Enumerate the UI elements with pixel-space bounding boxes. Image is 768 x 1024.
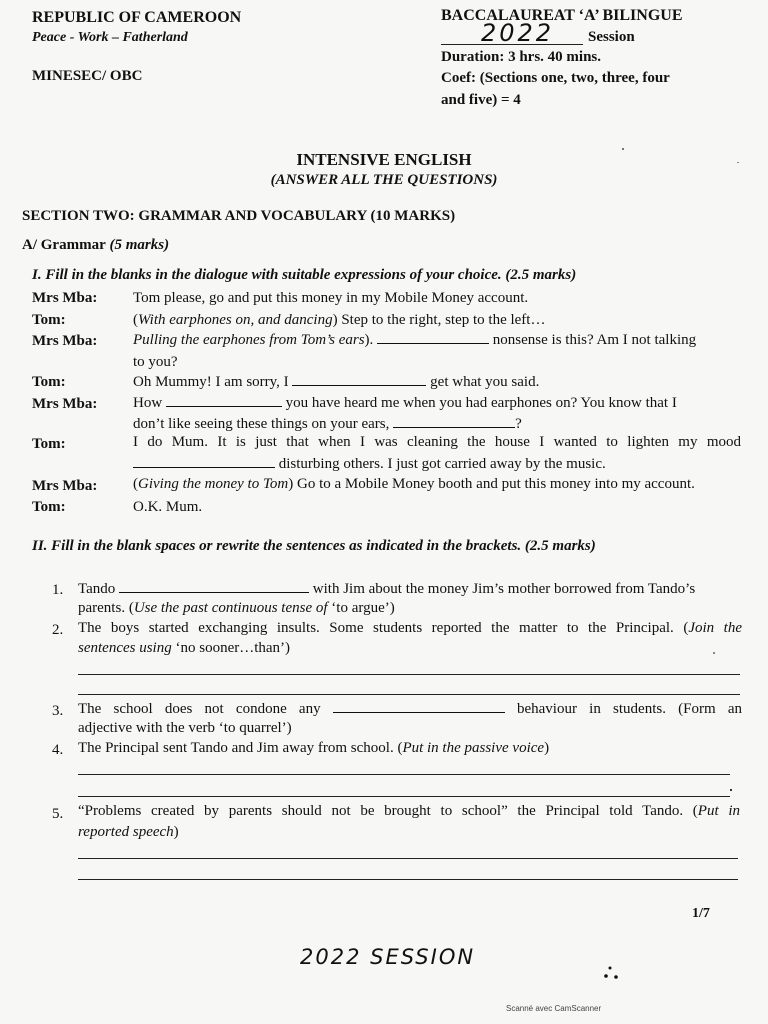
stage-direction: Giving the money to Tom [138,476,289,492]
dialogue-speaker: Tom: [32,499,66,515]
item-instruction: Put in the passive voice [402,740,545,756]
dialogue-text: Go to a Mobile Money booth and put this money into my account. [293,476,695,492]
dialogue-speaker: Mrs Mba: [32,396,98,412]
item-text-part: with Jim about the money Jim’s mother borrowed from Tando’s [309,581,696,597]
fill-blank[interactable] [166,394,282,407]
item-text-part: behaviour in students. (Form an [504,701,742,717]
item-text-part: “Problems created by parents should not be brought to school” the Principal told Tando. ( [78,803,698,819]
item-number: 2. [52,622,64,638]
scan-speck [730,789,732,791]
session-line [441,19,581,47]
item-text-cont [78,824,179,841]
item-text-part: Tando [78,581,120,597]
dialogue-text: I do Mum. It is just that when I was cleaning the house I wanted to lighten my mood [133,434,741,450]
item-number: 5. [52,806,64,822]
item-text [78,620,742,637]
dialogue-text: nonsense is this? Am I not talking [489,332,697,348]
item-text-part: ‘no sooner…than’) [171,640,291,656]
answer-line[interactable] [78,774,730,775]
coefficient-line2: and five) = 4 [441,92,521,108]
handwritten-session: 2022 SESSION [300,945,476,969]
item-text-part: ) [544,740,550,756]
dialogue-speaker: Mrs Mba: [32,290,98,306]
dialogue-line: O.K. Mum. [133,499,203,515]
item-number: 1. [52,582,64,598]
dialogue-text: don’t like seeing these things on your ears, [133,416,394,432]
item-instruction: sentences using [78,640,172,656]
dialogue-text: ? [515,416,522,432]
dialogue-text: disturbing others. I just got carried away by the music. [275,456,606,472]
dialogue-line [133,331,696,349]
subsection-heading [22,237,169,254]
dialogue-line [133,434,741,451]
country-name: REPUBLIC OF CAMEROON [32,9,242,26]
item-text-part: The school does not condone any [78,701,333,717]
dialogue-line: (Giving the money to Tom) Go to a Mobile Money booth and put this money into my account. [133,476,695,492]
stage-direction: Pulling the earphones from Tom’s ears [133,332,365,348]
item-instruction: Put in [697,803,740,819]
item-text [78,803,740,820]
dialogue-speaker: Mrs Mba: [32,478,98,494]
dialogue-text: get what you said. [426,374,540,390]
fill-blank[interactable] [333,700,505,713]
item-text-part: The Principal sent Tando and Jim away from school. ( [78,740,403,756]
dialogue-line-cont [133,415,522,433]
scanner-watermark: Scanné avec CamScanner [506,1004,602,1013]
dialogue-speaker: Mrs Mba: [32,333,98,349]
fill-blank[interactable] [377,331,489,344]
fill-blank[interactable] [119,580,309,593]
item-text [78,740,549,757]
item-text-cont [78,600,395,617]
dialogue-text: Oh Mummy! I am sorry, I [133,374,293,390]
answer-instruction: (ANSWER ALL THE QUESTIONS) [270,172,498,188]
answer-line[interactable] [78,858,738,859]
item-number: 3. [52,703,64,719]
part1-heading: I. Fill in the blanks in the dialogue with suitable expressions of your choice. (2.5 marks) [32,267,577,283]
item-text-part: The boys started exchanging insults. Some students reported the matter to the Principal. ( [78,620,689,636]
stage-direction: With earphones on, and dancing [138,312,333,328]
dialogue-text: ). [364,332,378,348]
dialogue-line [133,373,539,391]
item-text-part: ) [173,824,179,840]
section-heading: SECTION TWO: GRAMMAR AND VOCABULARY (10 MARKS) [22,208,456,224]
national-motto: Peace - Work – Fatherland [32,30,188,45]
fill-blank[interactable] [292,373,426,386]
ink-dots [603,965,621,981]
item-text-cont [78,640,290,657]
item-text-cont: adjective with the verb ‘to quarrel’) [78,720,292,736]
scan-speck [622,148,624,150]
dialogue-line: Tom please, go and put this money in my Mobile Money account. [133,290,529,306]
dialogue-line-cont [133,455,606,473]
ministry-code: MINESEC/ OBC [32,68,143,84]
dialogue-line: (With earphones on, and dancing) Step to the right, step to the left… [133,312,546,328]
scan-speck [737,162,739,163]
part2-heading: II. Fill in the blank spaces or rewrite the sentences as indicated in the brackets. (2.5 marks) [32,538,596,554]
dialogue-speaker: Tom: [32,436,66,452]
item-instruction: Join the [688,620,742,636]
dialogue-text: Step to the right, step to the left… [337,312,546,328]
dialogue-speaker: Tom: [32,374,66,390]
item-number: 4. [52,742,64,758]
answer-line[interactable] [78,796,730,797]
subsection-label: A/ Grammar [22,237,106,253]
scan-speck [713,652,715,654]
page-number: 1/7 [692,906,710,921]
dialogue-speaker: Tom: [32,312,66,328]
dialogue-line [133,394,677,412]
item-instruction: reported speech [78,824,174,840]
fill-blank[interactable] [393,415,515,428]
subject-title: INTENSIVE ENGLISH [296,150,472,169]
dialogue-text: you have heard me when you had earphones on? You know that I [281,395,677,411]
dialogue-text: How [133,395,166,411]
item-text-part: ‘to argue’) [327,600,395,616]
coefficient-line1: Coef: (Sections one, two, three, four [441,70,670,86]
session-label: Session [588,29,635,45]
handwritten-year: 2022 [481,19,555,47]
item-instruction: Use the past continuous tense of [133,600,328,616]
answer-line[interactable] [78,879,738,880]
answer-line[interactable] [78,694,740,695]
item-text [78,580,695,598]
subsection-marks: (5 marks) [109,237,170,253]
answer-line[interactable] [78,674,740,675]
dialogue-line-cont: to you? [133,354,178,370]
duration: Duration: 3 hrs. 40 mins. [441,49,602,65]
fill-blank[interactable] [133,455,275,468]
exam-name: BACCALAUREAT ‘A’ BILINGUE [441,7,683,24]
item-text-part: parents. ( [78,600,134,616]
item-text [78,700,742,718]
